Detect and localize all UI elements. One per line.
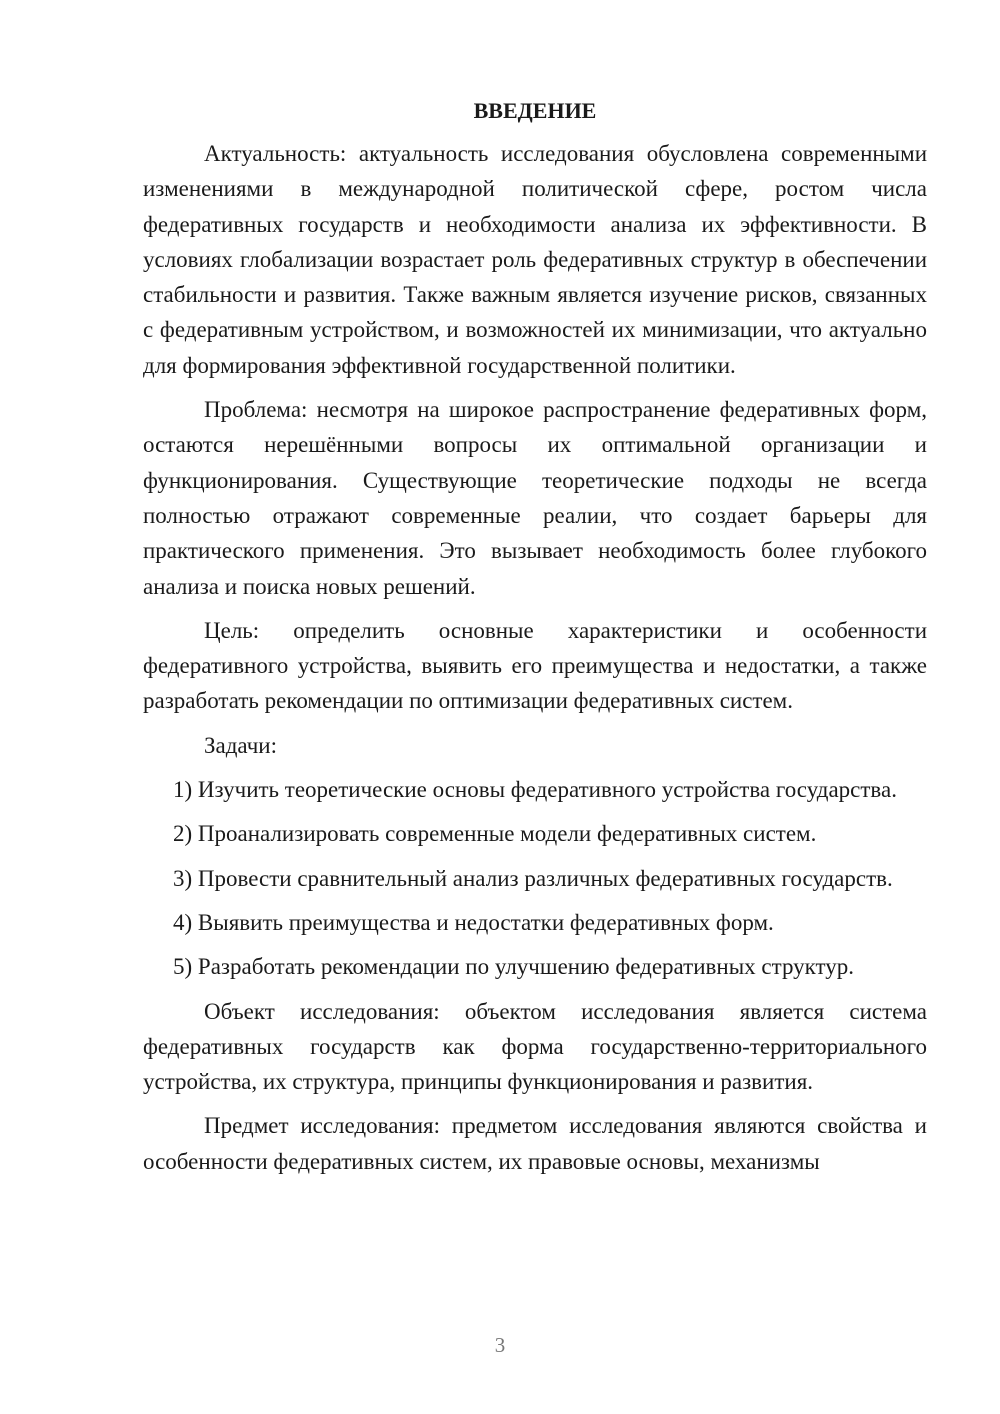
- document-page: [143, 96, 927, 1188]
- paragraph-problem: Проблема: несмотря на широкое распространение федеративных форм, остаются нерешёнными вопросы их оптимальной организации и функционирования. Существующие теоретические подходы не всегда полностью отражают современные реалии, что создает барьеры для практического применения. Это вызывает необходимость более глубокого анализа и поиска новых решений.: [143, 397, 927, 599]
- task-item-5: 5) Разработать рекомендации по улучшению федеративных структур.: [173, 954, 855, 980]
- section-title: ВВЕДЕНИЕ: [473, 98, 597, 123]
- page-number: 3: [494, 1333, 506, 1357]
- paragraph-goal: Цель: определить основные характеристики и особенности федеративного устройства, выявить его преимущества и недостатки, а также разработать рекомендации по оптимизации федеративных систем.: [143, 617, 927, 714]
- paragraph-object: Объект исследования: объектом исследования является система федеративных государств как форма государственно-территориального устройства, их структура, принципы функционирования и развития.: [143, 998, 927, 1095]
- task-item-2: 2) Проанализировать современные модели федеративных систем.: [173, 821, 817, 847]
- paragraph-tasks-heading: Задачи:: [204, 732, 277, 758]
- paragraph-subject: Предмет исследования: предметом исследования являются свойства и особенности федеративных систем, их правовые основы, механизмы: [143, 1113, 927, 1174]
- task-item-3: 3) Провести сравнительный анализ различных федеративных государств.: [173, 865, 893, 891]
- paragraph-relevance: Актуальность: актуальность исследования обусловлена современными изменениями в международной политической сфере, ростом числа федеративных государств и необходимости анализа их эффективности. В условиях глобализации возрастает роль федеративных структур в обеспечении стабильности и развития. Также важным является изучение рисков, связанных с федеративным устройством, и возможностей их минимизации, что актуально для формирования эффективной государственной политики.: [143, 141, 927, 378]
- task-item-1: 1) Изучить теоретические основы федеративного устройства государства.: [173, 777, 897, 803]
- task-item-4: 4) Выявить преимущества и недостатки федеративных форм.: [173, 909, 774, 935]
